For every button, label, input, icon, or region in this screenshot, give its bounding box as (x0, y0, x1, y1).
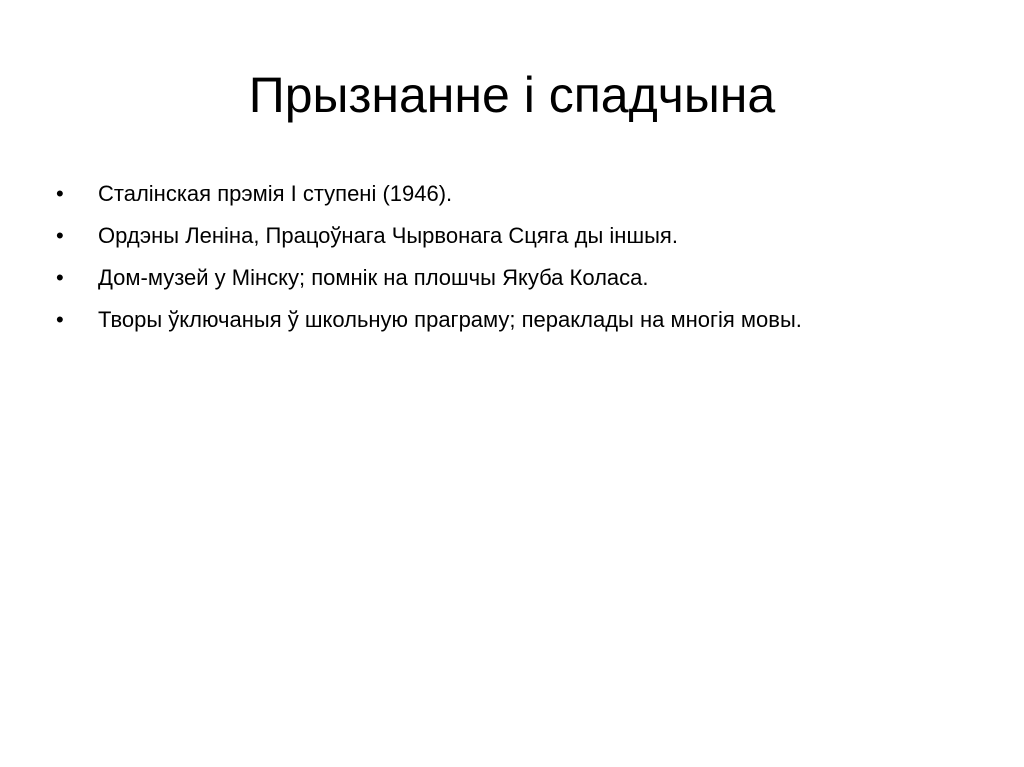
bullet-icon: • (56, 265, 64, 290)
bullet-text: Творы ўключаныя ў школьную праграму; пераклады на многія мовы. (98, 307, 802, 332)
bullet-text: Ордэны Леніна, Працоўнага Чырвонага Сцяга ды іншыя. (98, 223, 678, 248)
bullet-text: Дом-музей у Мінску; помнік на плошчы Якуба Коласа. (98, 265, 649, 290)
bullet-list (56, 180, 996, 348)
bullet-text: Сталінская прэмія I ступені (1946). (98, 181, 453, 206)
bullet-icon: • (56, 223, 64, 248)
list-item (56, 180, 996, 208)
slide-title: Прызнанне і спадчына (248, 67, 776, 123)
list-item (56, 306, 996, 334)
bullet-icon: • (56, 307, 64, 332)
bullet-icon: • (56, 181, 64, 206)
list-item (56, 222, 996, 250)
list-item (56, 264, 996, 292)
